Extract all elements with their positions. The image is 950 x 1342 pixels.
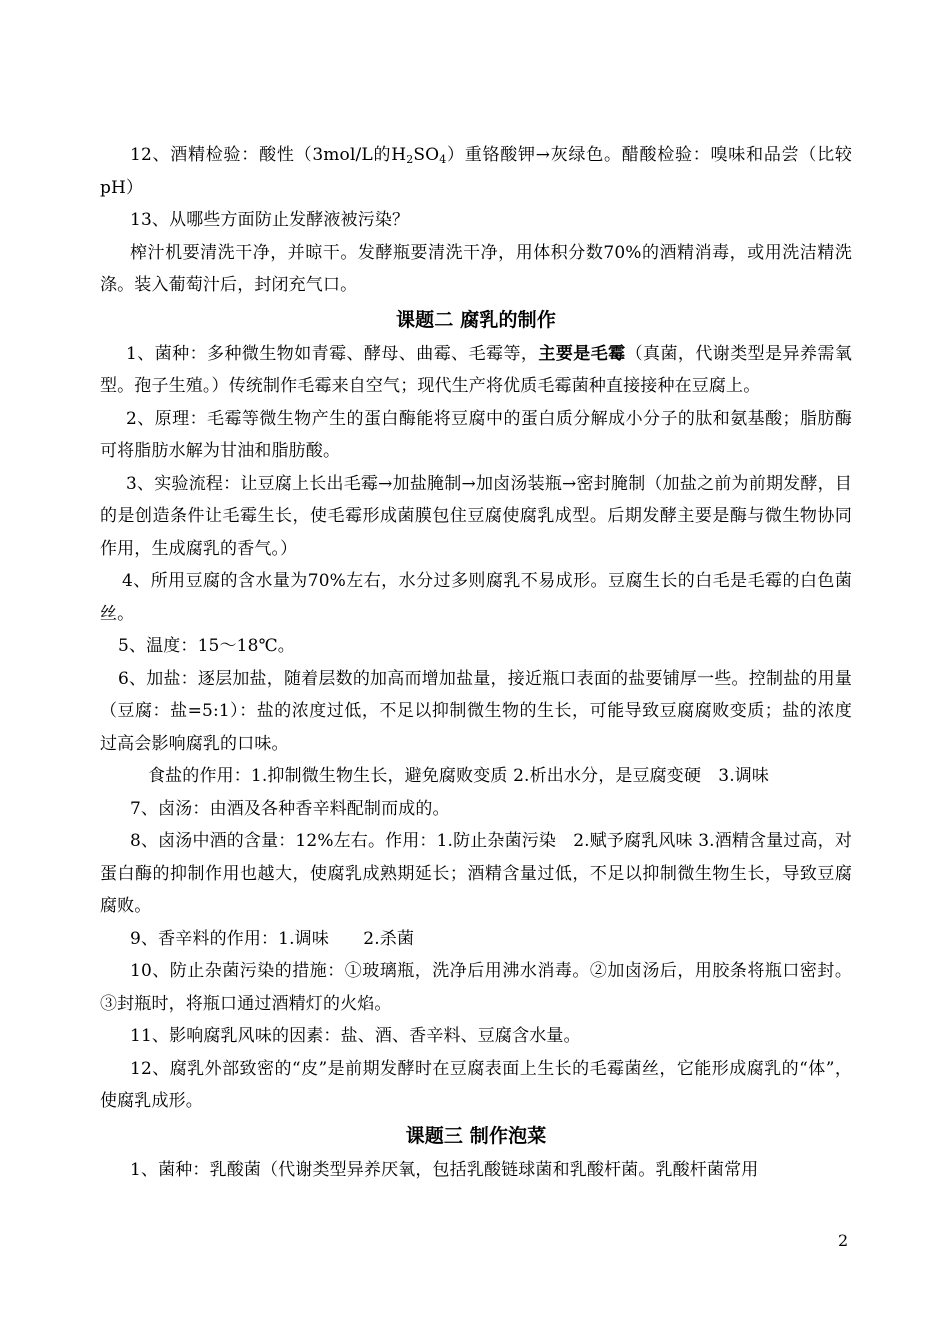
subscript-2: 2 [406, 153, 414, 166]
paragraph-skin: 12、腐乳外部致密的“皮”是前期发酵时在豆腐表面上生长的毛霉菌丝，它能形成腐乳的“体”，使腐乳成形。 [100, 1058, 852, 1111]
paragraph-brine: 7、卤汤：由酒及各种香辛料配制而成的。 [130, 798, 450, 819]
subscript-4: 4 [439, 153, 447, 166]
page-content [100, 139, 852, 1186]
paragraph-salting: 6、加盐：逐层加盐，随着层数的加高而增加盐量，接近瓶口表面的盐要铺厚一些。控制盐的用量（豆腐：盐=5:1）：盐的浓度过低，不足以抑制微生物的生长，可能导致豆腐腐败变质；盐的浓度过高会影响腐乳的口味。 [100, 668, 852, 754]
paragraph-contamination-question: 13、从哪些方面防止发酵液被污染？ [130, 210, 410, 230]
paragraph-principle: 2、原理：毛霉等微生物产生的蛋白酶能将豆腐中的蛋白质分解成小分子的肽和氨基酸；脂肪酶可将脂肪水解为甘油和脂肪酸。 [100, 408, 852, 461]
paragraph-spices: 9、香辛料的作用：1.调味 2.杀菌 [130, 928, 415, 949]
section-title-pickles: 课题三 制作泡菜 [405, 1124, 547, 1147]
paragraph-temperature: 5、温度：15～18℃。 [118, 636, 295, 656]
alcohol-test-text-2: SO [413, 145, 440, 165]
paragraph-salt-function: 食盐的作用：1.抑制微生物生长，避免腐败变质 2.析出水分，是豆腐变硬 3.调味 [148, 766, 770, 786]
alcohol-test-text-1: 12、酒精检验：酸性（3mol/L的H [130, 145, 407, 165]
section-title-fermented-tofu: 课题二 腐乳的制作 [396, 308, 556, 331]
paragraph-water-content: 4、所用豆腐的含水量为70%左右，水分过多则腐乳不易成形。豆腐生长的白毛是毛霉的白色菌丝。 [100, 571, 852, 624]
paragraph-strain [100, 338, 852, 403]
paragraph-flavor-factors: 11、影响腐乳风味的因素：盐、酒、香辛料、豆腐含水量。 [130, 1026, 581, 1046]
alcohol-test-text-3: ）重铬酸钾→灰绿色。醋酸检验：嗅味和品尝（比较pH） [100, 145, 852, 198]
paragraph-pickle-strain: 1、菌种：乳酸菌（代谢类型异养厌氧，包括乳酸链球菌和乳酸杆菌。乳酸杆菌常用 [130, 1159, 759, 1180]
paragraph-procedure: 3、实验流程：让豆腐上长出毛霉→加盐腌制→加卤汤装瓶→密封腌制（加盐之前为前期发酵，目的是创造条件让毛霉生长，使毛霉形成菌膜包住豆腐使腐乳成型。后期发酵主要是酶与微生物协同作用，生成腐乳的香气。） [100, 473, 852, 559]
paragraph-alcohol-test [100, 139, 852, 204]
strain-bold-text: 主要是毛霉 [538, 343, 626, 364]
strain-text-2: （真菌，代谢类型是异养需氧型。孢子生殖。）传统制作毛霉来自空气；现代生产将优质毛霉菌种直接接种在豆腐上。 [100, 343, 853, 396]
page-number: 2 [838, 1231, 849, 1250]
paragraph-contamination-answer: 榨汁机要清洗干净，并晾干。发酵瓶要清洗干净，用体积分数70%的酒精消毒，或用洗洁精洗涤。装入葡萄汁后，封闭充气口。 [100, 242, 852, 295]
strain-text-1: 1、菌种：多种微生物如青霉、酵母、曲霉、毛霉等， [126, 343, 539, 364]
paragraph-prevent-contamination: 10、防止杂菌污染的措施：①玻璃瓶，洗净后用沸水消毒。②加卤汤后，用胶条将瓶口密封。③封瓶时，将瓶口通过酒精灯的火焰。 [100, 961, 852, 1014]
paragraph-alcohol-content: 8、卤汤中酒的含量：12%左右。作用：1.防止杂菌污染 2.赋予腐乳风味 3.酒精含量过高，对蛋白酶的抑制作用也越大，使腐乳成熟期延长；酒精含量过低，不足以抑制微生物生长，导致豆腐腐败。 [100, 831, 852, 916]
